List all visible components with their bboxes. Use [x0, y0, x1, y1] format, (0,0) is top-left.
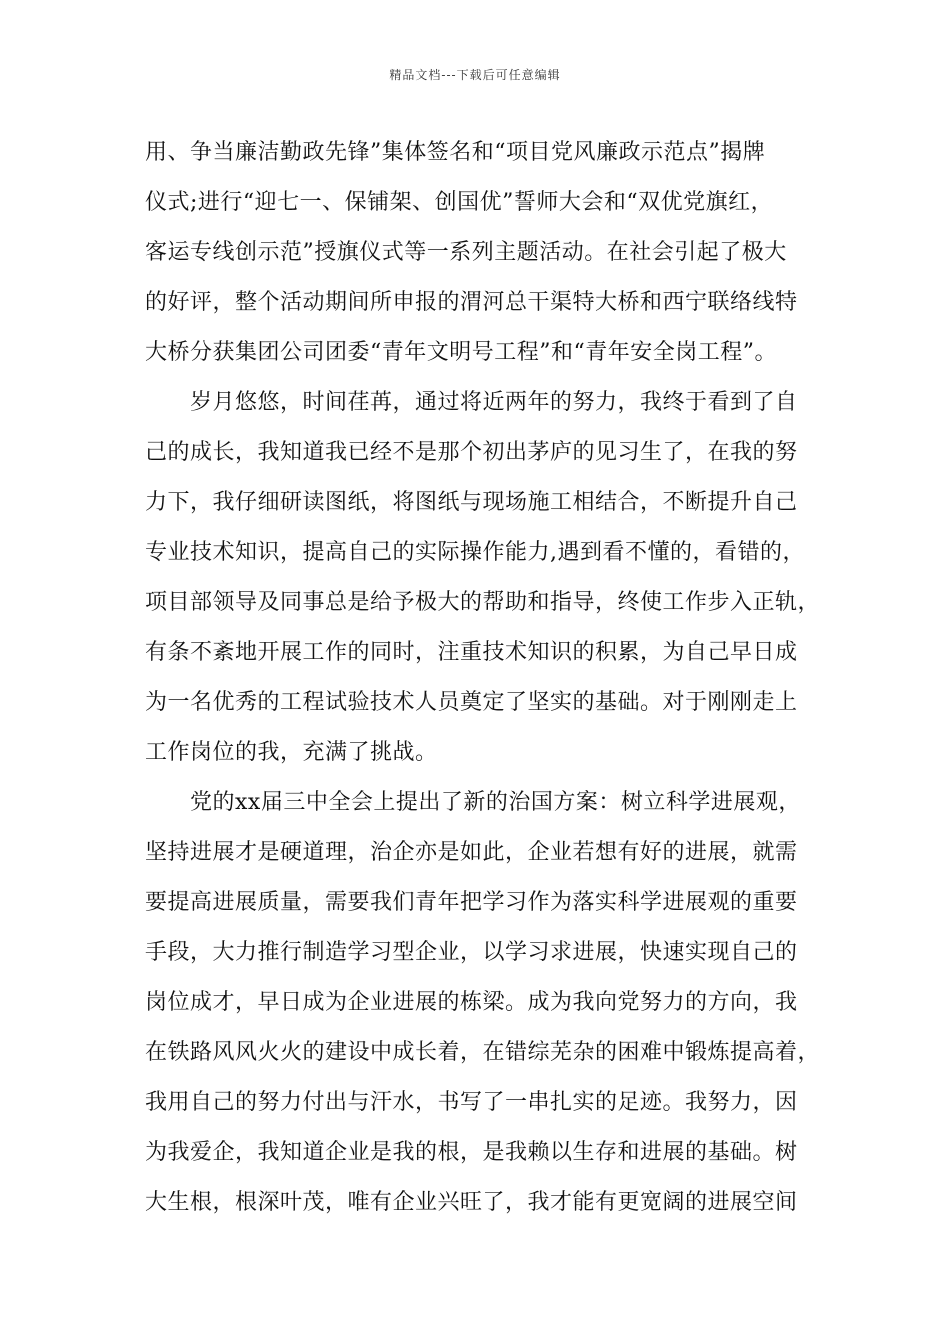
text-line: 有条不紊地开展工作的同时，注重技术知识的积累，为自己早日成 [145, 640, 798, 665]
text-line: 为一名优秀的工程试验技术人员奠定了坚实的基础。对于刚刚走上 [145, 690, 798, 715]
text-line: 党的xx届三中全会上提出了新的治国方案：树立科学进展观， [145, 790, 801, 815]
text-line: 大桥分获集团公司团委“青年文明号工程”和“青年安全岗工程”。 [145, 340, 777, 365]
text-line: 用、争当廉洁勤政先锋”集体签名和“项目党风廉政示范点”揭牌 [145, 140, 766, 165]
text-line: 我用自己的努力付出与汗水，书写了一串扎实的足迹。我努力，因 [145, 1090, 798, 1115]
text-line: 大生根，根深叶茂，唯有企业兴旺了，我才能有更宽阔的进展空间 [145, 1190, 798, 1215]
text-line: 客运专线创示范”授旗仪式等一系列主题活动。在社会引起了极大 [145, 240, 787, 265]
text-line: 在铁路风风火火的建设中成长着，在错综芜杂的困难中锻炼提高着， [145, 1040, 821, 1065]
text-line: 仪式;进行“迎七一、保铺架、创国优”誓师大会和“双优党旗红， [145, 190, 774, 215]
text-line: 力下，我仔细研读图纸，将图纸与现场施工相结合，不断提升自己 [145, 490, 798, 515]
page-header: 精品文档---下载后可任意编辑 [389, 68, 561, 82]
text-line: 坚持进展才是硬道理，治企亦是如此，企业若想有好的进展，就需 [145, 840, 798, 865]
text-line: 岁月悠悠，时间荏苒，通过将近两年的努力，我终于看到了自 [145, 390, 798, 415]
text-line: 项目部领导及同事总是给予极大的帮助和指导，终使工作步入正轨， [145, 590, 821, 615]
text-line: 手段，大力推行制造学习型企业，以学习求进展，快速实现自己的 [145, 940, 798, 965]
text-line: 工作岗位的我，充满了挑战。 [145, 740, 438, 765]
text-line: 为我爱企，我知道企业是我的根，是我赖以生存和进展的基础。树 [145, 1140, 798, 1165]
text-line: 己的成长，我知道我已经不是那个初出茅庐的见习生了，在我的努 [145, 440, 798, 465]
document-body [145, 128, 821, 1228]
text-line: 专业技术知识，提高自己的实际操作能力,遇到看不懂的，看错的， [145, 540, 805, 565]
text-line: 岗位成才，早日成为企业进展的栋梁。成为我向党努力的方向，我 [145, 990, 798, 1015]
text-line: 要提高进展质量，需要我们青年把学习作为落实科学进展观的重要 [145, 890, 798, 915]
text-line: 的好评，整个活动期间所申报的渭河总干渠特大桥和西宁联络线特 [145, 290, 798, 315]
